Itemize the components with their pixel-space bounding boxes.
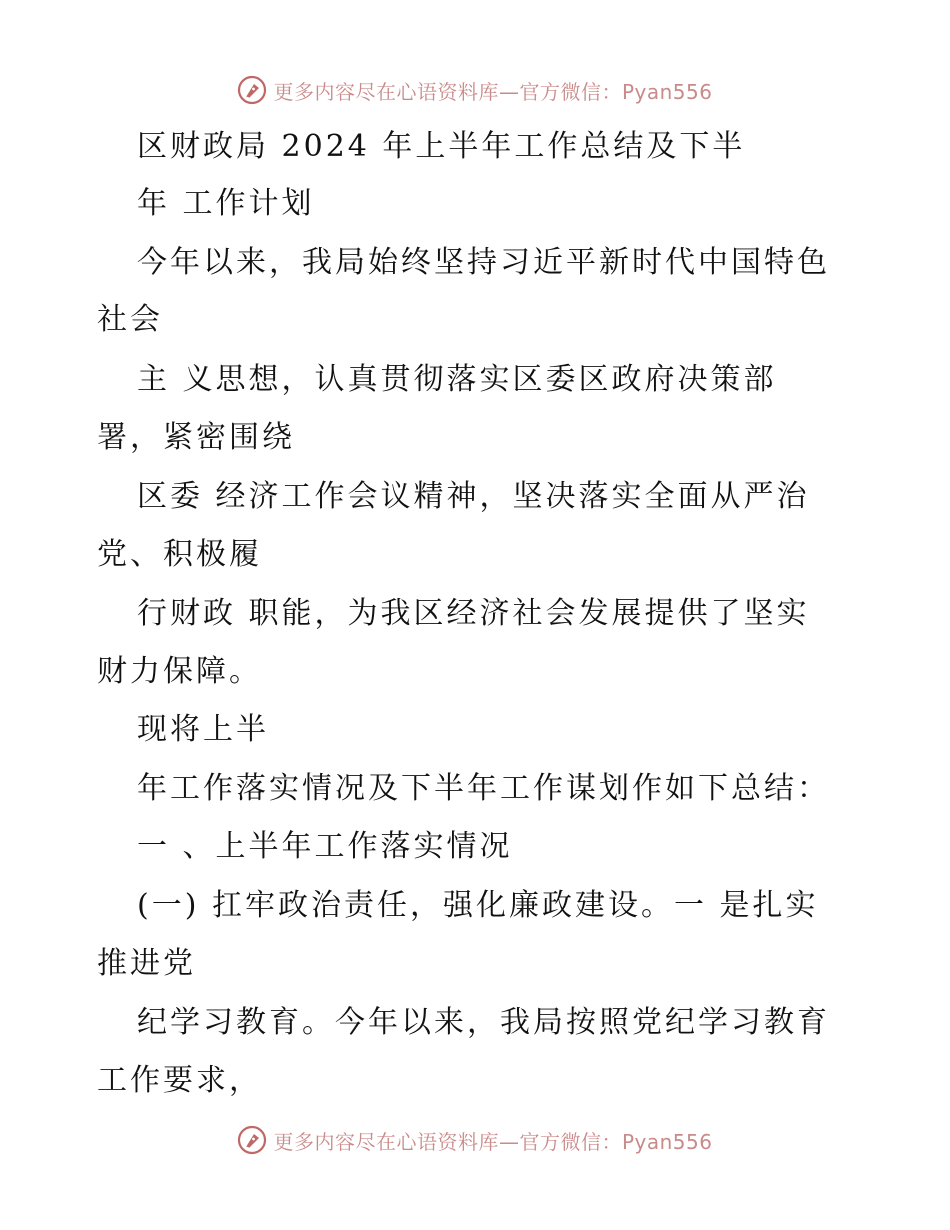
- paragraph-line: 纪学习教育。今年以来，我局按照党纪学习教育: [137, 1005, 830, 1040]
- document-title-line-2: 年 工作计划: [137, 186, 315, 221]
- watermark-text: 更多内容尽在心语资料库—官方微信：Pyan556: [273, 1129, 713, 1154]
- paragraph-line: 党、积极履: [97, 537, 262, 572]
- subsection-line: (一) 扛牢政治责任，强化廉政建设。一 是扎实: [137, 888, 819, 923]
- watermark-banner-bottom: [0, 1120, 950, 1160]
- paragraph-line: 署，紧密围绕: [97, 420, 295, 455]
- pen-nib-logo-icon: [237, 1125, 267, 1155]
- paragraph-line: 社会: [97, 302, 163, 337]
- paragraph-line: 年工作落实情况及下半年工作谋划作如下总结：: [137, 771, 830, 806]
- paragraph-line: 主 义思想，认真贯彻落实区委区政府决策部: [137, 362, 777, 397]
- paragraph-line: 财力保障。: [97, 654, 262, 689]
- section-heading: 一 、上半年工作落实情况: [137, 829, 513, 864]
- paragraph-line: 行财政 职能，为我区经济社会发展提供了坚实: [137, 596, 810, 631]
- paragraph-line: 推进党: [97, 946, 196, 981]
- paragraph-line: 现将上半: [137, 712, 269, 747]
- watermark-text: 更多内容尽在心语资料库—官方微信：Pyan556: [273, 79, 713, 104]
- paragraph-line: 工作要求，: [97, 1063, 262, 1098]
- paragraph-line: 今年以来，我局始终坚持习近平新时代中国特色: [137, 245, 830, 280]
- document-title-line-1: 区财政局 2024 年上半年工作总结及下半: [137, 129, 746, 164]
- paragraph-line: 区委 经济工作会议精神，坚决落实全面从严治: [137, 479, 810, 514]
